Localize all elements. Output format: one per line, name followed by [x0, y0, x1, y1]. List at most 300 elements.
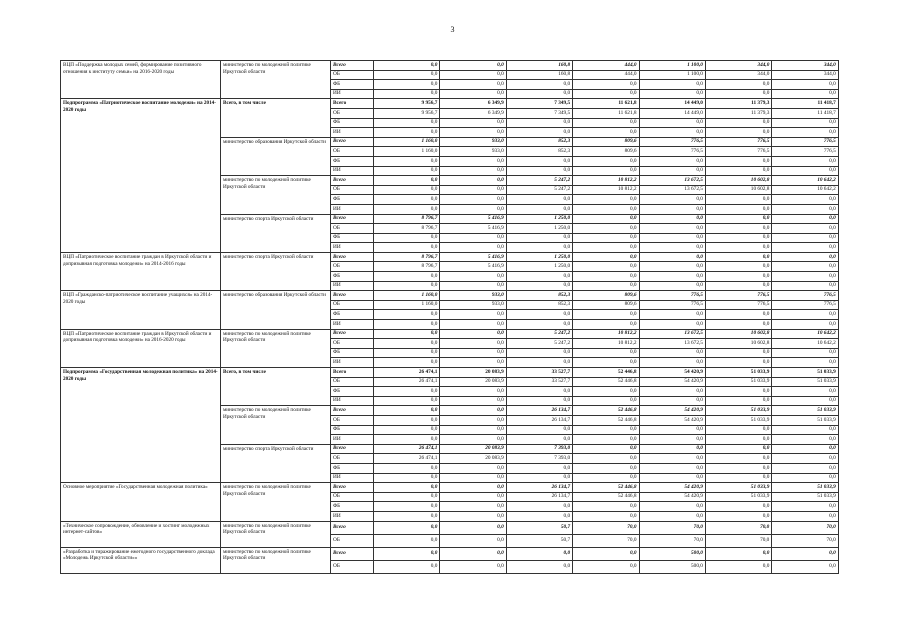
- amount-cell: 0,0: [374, 128, 440, 138]
- funding-source: Всего: [331, 137, 374, 147]
- amount-cell: 52 446,8: [573, 483, 639, 493]
- amount-cell: 0,0: [374, 61, 440, 71]
- amount-cell: 13 672,5: [639, 329, 705, 339]
- amount-cell: 0,0: [772, 281, 838, 291]
- table-row: [61, 521, 839, 534]
- amount-cell: 0,0: [705, 473, 771, 483]
- funding-source: ФБ: [331, 425, 374, 435]
- program-name: «Техническое сопровождение, обновление и хостинг молодежных интернет-сайтов»: [61, 521, 221, 547]
- amount-cell: 0,0: [772, 272, 838, 282]
- amount-cell: 0,0: [772, 425, 838, 435]
- amount-cell: 26 474,1: [374, 368, 440, 378]
- amount-cell: 0,0: [374, 358, 440, 368]
- amount-cell: 852,3: [506, 300, 572, 310]
- amount-cell: 0,0: [440, 70, 506, 80]
- amount-cell: 0,0: [772, 166, 838, 176]
- amount-cell: 0,0: [374, 483, 440, 493]
- amount-cell: 0,0: [639, 473, 705, 483]
- amount-cell: 0,0: [374, 70, 440, 80]
- amount-cell: 0,0: [705, 320, 771, 330]
- amount-cell: 0,0: [440, 396, 506, 406]
- amount-cell: 0,0: [772, 80, 838, 90]
- amount-cell: 20 083,9: [440, 444, 506, 454]
- amount-cell: 13 672,5: [639, 185, 705, 195]
- amount-cell: 0,0: [374, 560, 440, 573]
- funding-source: Всего: [331, 214, 374, 224]
- amount-cell: 8 796,7: [374, 224, 440, 234]
- amount-cell: 0,0: [772, 156, 838, 166]
- amount-cell: 0,0: [573, 444, 639, 454]
- amount-cell: 0,0: [639, 89, 705, 99]
- amount-cell: 0,0: [705, 425, 771, 435]
- amount-cell: 0,0: [506, 511, 572, 521]
- funding-source: ИИ: [331, 511, 374, 521]
- amount-cell: 11 379,3: [705, 108, 771, 118]
- amount-cell: 852,3: [506, 291, 572, 301]
- amount-cell: 500,0: [639, 560, 705, 573]
- executor-name: министерство по молодежной политике Иркутской области: [221, 406, 331, 444]
- funding-source: Всего: [331, 291, 374, 301]
- amount-cell: 444,0: [573, 70, 639, 80]
- amount-cell: 0,0: [639, 511, 705, 521]
- amount-cell: 33 527,7: [506, 368, 572, 378]
- amount-cell: 10 642,2: [772, 185, 838, 195]
- amount-cell: 0,0: [772, 320, 838, 330]
- executor-name: министерство по молодежной политике Иркутской области: [221, 329, 331, 367]
- amount-cell: 0,0: [573, 320, 639, 330]
- executor-name: министерство спорта Иркутской области: [221, 444, 331, 482]
- amount-cell: 0,0: [506, 435, 572, 445]
- amount-cell: 52 446,8: [573, 492, 639, 502]
- amount-cell: 1 160,0: [374, 137, 440, 147]
- amount-cell: 0,0: [440, 128, 506, 138]
- amount-cell: 0,0: [705, 435, 771, 445]
- amount-cell: 0,0: [573, 214, 639, 224]
- amount-cell: 0,0: [573, 262, 639, 272]
- funding-source: Всего: [331, 483, 374, 493]
- amount-cell: 70,0: [772, 534, 838, 547]
- funding-source: ФБ: [331, 195, 374, 205]
- amount-cell: 0,0: [440, 204, 506, 214]
- amount-cell: 0,0: [772, 310, 838, 320]
- amount-cell: 11 621,8: [573, 99, 639, 109]
- amount-cell: 1 250,0: [506, 224, 572, 234]
- funding-source: ОБ: [331, 147, 374, 157]
- amount-cell: 52 446,8: [573, 377, 639, 387]
- table-row: [61, 368, 839, 378]
- amount-cell: 0,0: [639, 128, 705, 138]
- program-name: ВЦП «Гражданско-патриотическое воспитание учащихся» на 2014-2020 годы: [61, 291, 221, 329]
- amount-cell: 26 134,7: [506, 483, 572, 493]
- amount-cell: 0,0: [573, 281, 639, 291]
- amount-cell: 0,0: [573, 435, 639, 445]
- executor-name: министерство образования Иркутской области: [221, 137, 331, 175]
- amount-cell: 0,0: [440, 243, 506, 253]
- amount-cell: 0,0: [440, 473, 506, 483]
- amount-cell: 0,0: [705, 547, 771, 560]
- amount-cell: 160,8: [506, 61, 572, 71]
- amount-cell: 0,0: [639, 387, 705, 397]
- amount-cell: 776,5: [772, 137, 838, 147]
- amount-cell: 51 033,9: [705, 406, 771, 416]
- amount-cell: 776,5: [639, 291, 705, 301]
- amount-cell: 0,0: [705, 560, 771, 573]
- amount-cell: 0,0: [506, 243, 572, 253]
- amount-cell: 54 420,9: [639, 406, 705, 416]
- amount-cell: 51 033,9: [772, 483, 838, 493]
- amount-cell: 0,0: [705, 463, 771, 473]
- amount-cell: 776,5: [772, 300, 838, 310]
- amount-cell: 54 420,9: [639, 483, 705, 493]
- amount-cell: 51 033,9: [772, 492, 838, 502]
- amount-cell: 7 349,5: [506, 108, 572, 118]
- amount-cell: 0,0: [639, 224, 705, 234]
- amount-cell: 0,0: [705, 272, 771, 282]
- funding-source: ИИ: [331, 89, 374, 99]
- amount-cell: 0,0: [573, 80, 639, 90]
- amount-cell: 0,0: [440, 176, 506, 186]
- funding-source: ФБ: [331, 118, 374, 128]
- amount-cell: 0,0: [440, 534, 506, 547]
- amount-cell: 0,0: [374, 348, 440, 358]
- amount-cell: 0,0: [772, 233, 838, 243]
- amount-cell: 11 418,7: [772, 108, 838, 118]
- amount-cell: 0,0: [374, 547, 440, 560]
- amount-cell: 0,0: [772, 560, 838, 573]
- amount-cell: 0,0: [772, 444, 838, 454]
- funding-source: ФБ: [331, 272, 374, 282]
- amount-cell: 500,0: [639, 547, 705, 560]
- amount-cell: 0,0: [506, 272, 572, 282]
- funding-source: Всего: [331, 444, 374, 454]
- amount-cell: 0,0: [639, 233, 705, 243]
- amount-cell: 0,0: [374, 320, 440, 330]
- amount-cell: 776,5: [772, 147, 838, 157]
- amount-cell: 0,0: [506, 560, 572, 573]
- amount-cell: 10 812,2: [573, 329, 639, 339]
- executor-name: министерство по молодежной политике Иркутской области: [221, 547, 331, 573]
- amount-cell: 0,0: [440, 233, 506, 243]
- amount-cell: 7 393,0: [506, 454, 572, 464]
- funding-source: Всего: [331, 406, 374, 416]
- amount-cell: 52 446,8: [573, 368, 639, 378]
- amount-cell: 0,0: [573, 473, 639, 483]
- amount-cell: 0,0: [639, 425, 705, 435]
- amount-cell: 0,0: [374, 329, 440, 339]
- funding-source: Всего: [331, 252, 374, 262]
- amount-cell: 0,0: [440, 521, 506, 534]
- amount-cell: 51 033,9: [772, 406, 838, 416]
- amount-cell: 0,0: [573, 252, 639, 262]
- amount-cell: 776,5: [772, 291, 838, 301]
- amount-cell: 0,0: [573, 156, 639, 166]
- amount-cell: 0,0: [573, 128, 639, 138]
- amount-cell: 0,0: [506, 204, 572, 214]
- amount-cell: 0,0: [506, 281, 572, 291]
- funding-source: ФБ: [331, 233, 374, 243]
- funding-source: ОБ: [331, 415, 374, 425]
- amount-cell: 0,0: [440, 310, 506, 320]
- amount-cell: 0,0: [772, 348, 838, 358]
- amount-cell: 0,0: [639, 262, 705, 272]
- amount-cell: 51 033,9: [705, 415, 771, 425]
- amount-cell: 0,0: [374, 195, 440, 205]
- amount-cell: 0,0: [639, 463, 705, 473]
- amount-cell: 1 160,0: [374, 147, 440, 157]
- amount-cell: 0,0: [506, 387, 572, 397]
- amount-cell: 26 134,7: [506, 492, 572, 502]
- amount-cell: 0,0: [374, 502, 440, 512]
- amount-cell: 20 083,9: [440, 454, 506, 464]
- amount-cell: 26 134,7: [506, 415, 572, 425]
- funding-source: ИИ: [331, 358, 374, 368]
- amount-cell: 0,0: [374, 521, 440, 534]
- amount-cell: 0,0: [573, 463, 639, 473]
- amount-cell: 0,0: [506, 128, 572, 138]
- funding-source: ИИ: [331, 320, 374, 330]
- amount-cell: 776,5: [639, 137, 705, 147]
- amount-cell: 0,0: [440, 89, 506, 99]
- executor-name: Всего, в том числе: [221, 368, 331, 406]
- funding-source: ИИ: [331, 243, 374, 253]
- amount-cell: 0,0: [440, 348, 506, 358]
- amount-cell: 8 796,7: [374, 252, 440, 262]
- amount-cell: 50,7: [506, 521, 572, 534]
- funding-source: ИИ: [331, 166, 374, 176]
- program-name: «Разработка и тиражирование ежегодного государственного доклада «Молодежь Иркутской области»»: [61, 547, 221, 573]
- amount-cell: 0,0: [705, 281, 771, 291]
- amount-cell: 8 796,7: [374, 214, 440, 224]
- amount-cell: 51 033,9: [705, 377, 771, 387]
- funding-source: ФБ: [331, 310, 374, 320]
- amount-cell: 1 250,0: [506, 252, 572, 262]
- amount-cell: 933,0: [440, 291, 506, 301]
- amount-cell: 776,5: [639, 147, 705, 157]
- amount-cell: 0,0: [573, 310, 639, 320]
- amount-cell: 0,0: [705, 310, 771, 320]
- funding-source: ФБ: [331, 348, 374, 358]
- amount-cell: 0,0: [506, 166, 572, 176]
- amount-cell: 933,0: [440, 137, 506, 147]
- amount-cell: 0,0: [573, 195, 639, 205]
- amount-cell: 0,0: [772, 252, 838, 262]
- amount-cell: 0,0: [374, 156, 440, 166]
- amount-cell: 1 250,0: [506, 214, 572, 224]
- amount-cell: 10 602,8: [705, 329, 771, 339]
- amount-cell: 0,0: [506, 348, 572, 358]
- amount-cell: 7 393,0: [506, 444, 572, 454]
- amount-cell: 26 474,1: [374, 444, 440, 454]
- amount-cell: 344,0: [705, 61, 771, 71]
- funding-source: ФБ: [331, 80, 374, 90]
- amount-cell: 0,0: [440, 492, 506, 502]
- amount-cell: 0,0: [374, 80, 440, 90]
- amount-cell: 0,0: [639, 396, 705, 406]
- amount-cell: 0,0: [374, 176, 440, 186]
- amount-cell: 70,0: [573, 521, 639, 534]
- amount-cell: 0,0: [772, 547, 838, 560]
- amount-cell: 0,0: [573, 502, 639, 512]
- amount-cell: 0,0: [639, 454, 705, 464]
- amount-cell: 0,0: [440, 387, 506, 397]
- amount-cell: 70,0: [705, 521, 771, 534]
- amount-cell: 51 033,9: [705, 368, 771, 378]
- amount-cell: 0,0: [374, 185, 440, 195]
- amount-cell: 0,0: [440, 195, 506, 205]
- amount-cell: 51 033,9: [772, 377, 838, 387]
- executor-name: министерство спорта Иркутской области: [221, 214, 331, 252]
- amount-cell: 26 134,7: [506, 406, 572, 416]
- funding-source: ИИ: [331, 435, 374, 445]
- amount-cell: 14 449,0: [639, 108, 705, 118]
- amount-cell: 0,0: [639, 358, 705, 368]
- funding-source: ФБ: [331, 502, 374, 512]
- amount-cell: 0,0: [705, 166, 771, 176]
- amount-cell: 0,0: [639, 281, 705, 291]
- amount-cell: 0,0: [772, 262, 838, 272]
- amount-cell: 0,0: [639, 320, 705, 330]
- amount-cell: 0,0: [573, 118, 639, 128]
- amount-cell: 933,0: [440, 147, 506, 157]
- funding-source: ИИ: [331, 473, 374, 483]
- amount-cell: 26 474,1: [374, 377, 440, 387]
- amount-cell: 0,0: [506, 358, 572, 368]
- amount-cell: 0,0: [374, 272, 440, 282]
- amount-cell: 0,0: [374, 310, 440, 320]
- amount-cell: 0,0: [573, 560, 639, 573]
- amount-cell: 0,0: [772, 224, 838, 234]
- amount-cell: 5 247,2: [506, 329, 572, 339]
- amount-cell: 0,0: [573, 224, 639, 234]
- amount-cell: 5 416,9: [440, 252, 506, 262]
- amount-cell: 0,0: [374, 204, 440, 214]
- amount-cell: 1 100,0: [639, 61, 705, 71]
- amount-cell: 10 642,2: [772, 339, 838, 349]
- amount-cell: 0,0: [573, 387, 639, 397]
- amount-cell: 5 416,9: [440, 214, 506, 224]
- amount-cell: 0,0: [705, 262, 771, 272]
- amount-cell: 70,0: [772, 521, 838, 534]
- amount-cell: 10 812,2: [573, 339, 639, 349]
- amount-cell: 0,0: [639, 204, 705, 214]
- amount-cell: 0,0: [639, 195, 705, 205]
- amount-cell: 0,0: [506, 547, 572, 560]
- funding-source: Всего: [331, 61, 374, 71]
- amount-cell: 0,0: [374, 396, 440, 406]
- amount-cell: 0,0: [772, 204, 838, 214]
- funding-source: ФБ: [331, 156, 374, 166]
- amount-cell: 0,0: [374, 473, 440, 483]
- amount-cell: 26 474,1: [374, 454, 440, 464]
- table-row: [61, 483, 839, 493]
- amount-cell: 809,6: [573, 300, 639, 310]
- funding-source: ИИ: [331, 204, 374, 214]
- amount-cell: 0,0: [440, 483, 506, 493]
- amount-cell: 0,0: [639, 310, 705, 320]
- amount-cell: 0,0: [374, 534, 440, 547]
- amount-cell: 0,0: [506, 425, 572, 435]
- amount-cell: 852,3: [506, 147, 572, 157]
- amount-cell: 1 160,0: [374, 300, 440, 310]
- amount-cell: 0,0: [374, 406, 440, 416]
- amount-cell: 0,0: [573, 272, 639, 282]
- amount-cell: 0,0: [506, 396, 572, 406]
- amount-cell: 0,0: [506, 463, 572, 473]
- amount-cell: 54 420,9: [639, 492, 705, 502]
- funding-source: ОБ: [331, 454, 374, 464]
- amount-cell: 0,0: [772, 435, 838, 445]
- amount-cell: 13 672,5: [639, 339, 705, 349]
- amount-cell: 0,0: [506, 473, 572, 483]
- amount-cell: 0,0: [440, 281, 506, 291]
- amount-cell: 0,0: [772, 387, 838, 397]
- program-name: Основное мероприятие «Государственная молодежная политика»: [61, 483, 221, 521]
- amount-cell: 10 602,8: [705, 185, 771, 195]
- budget-table: [60, 60, 839, 574]
- amount-cell: 0,0: [573, 396, 639, 406]
- funding-source: ОБ: [331, 262, 374, 272]
- amount-cell: 0,0: [573, 511, 639, 521]
- amount-cell: 0,0: [506, 80, 572, 90]
- table-row: [61, 99, 839, 109]
- amount-cell: 0,0: [440, 272, 506, 282]
- amount-cell: 0,0: [440, 185, 506, 195]
- amount-cell: 8 796,7: [374, 262, 440, 272]
- amount-cell: 9 956,7: [374, 99, 440, 109]
- amount-cell: 5 247,2: [506, 339, 572, 349]
- funding-source: ОБ: [331, 224, 374, 234]
- amount-cell: 33 527,7: [506, 377, 572, 387]
- amount-cell: 54 420,9: [639, 415, 705, 425]
- page-number: 3: [450, 25, 455, 34]
- amount-cell: 51 033,9: [772, 368, 838, 378]
- amount-cell: 0,0: [374, 89, 440, 99]
- amount-cell: 344,0: [772, 70, 838, 80]
- amount-cell: 0,0: [374, 118, 440, 128]
- amount-cell: 51 033,9: [705, 492, 771, 502]
- amount-cell: 776,5: [705, 147, 771, 157]
- amount-cell: 809,6: [573, 137, 639, 147]
- program-name: ВЦП «Поддержка молодых семей, формирование позитивного отношения к институту семьи» на 2016-2020 годы: [61, 61, 221, 99]
- table-row: [61, 547, 839, 560]
- amount-cell: 0,0: [506, 502, 572, 512]
- amount-cell: 0,0: [506, 89, 572, 99]
- amount-cell: 0,0: [440, 329, 506, 339]
- amount-cell: 20 083,9: [440, 377, 506, 387]
- amount-cell: 1 250,0: [506, 262, 572, 272]
- amount-cell: 0,0: [705, 156, 771, 166]
- amount-cell: 0,0: [573, 89, 639, 99]
- amount-cell: 0,0: [440, 358, 506, 368]
- amount-cell: 0,0: [374, 415, 440, 425]
- amount-cell: 70,0: [639, 521, 705, 534]
- amount-cell: 13 672,5: [639, 176, 705, 186]
- funding-source: Всего: [331, 521, 374, 534]
- amount-cell: 0,0: [772, 358, 838, 368]
- amount-cell: 5 247,2: [506, 176, 572, 186]
- amount-cell: 809,6: [573, 291, 639, 301]
- amount-cell: 9 956,7: [374, 108, 440, 118]
- amount-cell: 1 100,0: [639, 70, 705, 80]
- amount-cell: 0,0: [374, 425, 440, 435]
- amount-cell: 70,0: [639, 534, 705, 547]
- amount-cell: 11 418,7: [772, 99, 838, 109]
- amount-cell: 5 416,9: [440, 262, 506, 272]
- executor-name: министерство по молодежной политике Иркутской области: [221, 176, 331, 214]
- funding-source: ОБ: [331, 70, 374, 80]
- amount-cell: 0,0: [440, 547, 506, 560]
- amount-cell: 0,0: [374, 387, 440, 397]
